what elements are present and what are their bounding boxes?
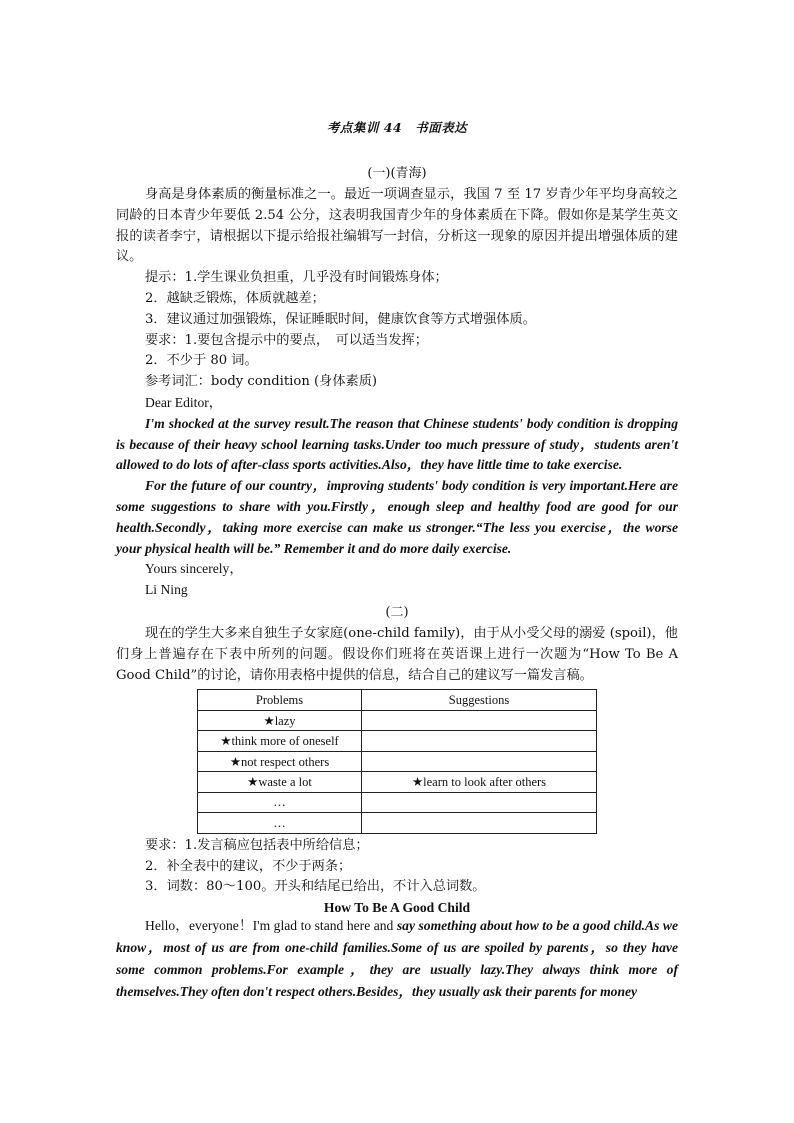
table-header-problems: Problems xyxy=(198,690,362,711)
part1-requirement-1: 要求：1.要包含提示中的要点， 可以适当发挥； xyxy=(145,332,428,348)
table-cell: … xyxy=(198,813,362,834)
part1-requirement-2: 2．不少于 80 词。 xyxy=(145,353,258,369)
table-row xyxy=(198,792,597,813)
table-cell: ★waste a lot xyxy=(198,772,362,793)
table-cell: ★think more of oneself xyxy=(198,731,362,752)
part1-hint-2: 2．越缺乏锻炼，体质就越差； xyxy=(145,290,325,306)
table-row xyxy=(198,813,597,834)
part2-intro: 现在的学生大多来自独生子女家庭(one-child family)，由于从小受父母的溺爱 (spoil)，他们身上普遍存在下表中所列的问题。假设你们班将在英语课上进行一次题为“How To Be A Good Child”的讨论，请你用表格中提供的信息，结合自己的建议写一篇发言稿。 xyxy=(116,625,678,683)
table-cell xyxy=(362,792,597,813)
essay-opening: Hello，everyone！I'm glad to stand here and xyxy=(145,918,397,934)
part2-requirement-2: 2．补全表中的建议，不少于两条； xyxy=(145,858,352,874)
table-cell: ★not respect others xyxy=(198,751,362,772)
letter-closing: Yours sincerely， xyxy=(145,561,243,577)
part1-heading: (一)(青海) xyxy=(367,166,427,181)
table-cell xyxy=(362,751,597,772)
document-page xyxy=(116,118,678,1003)
table-row xyxy=(198,751,597,772)
table-cell xyxy=(362,813,597,834)
table-row xyxy=(198,710,597,731)
page-title: 考点集训 44 书面表达 xyxy=(326,120,468,135)
table-row xyxy=(198,772,597,793)
part1-vocabulary: 参考词汇：body condition (身体素质) xyxy=(145,374,378,390)
part1-hint-1: 提示：1.学生课业负担重，几乎没有时间锻炼身体； xyxy=(145,270,448,286)
table-cell: … xyxy=(198,792,362,813)
part1-hint-3: 3．建议通过加强锻炼，保证睡眠时间，健康饮食等方式增强体质。 xyxy=(145,311,536,327)
part2-heading: (二) xyxy=(385,604,409,620)
essay-title: How To Be A Good Child xyxy=(323,900,471,916)
letter-paragraph-1: I'm shocked at the survey result.The reason that Chinese students' body condition is dropping is because of their heavy school learning tasks.Under too much pressure of study，students aren't allowed to do lots of after-class sports activities.Also，they have little time to take exercise. xyxy=(116,415,678,473)
table-row xyxy=(198,731,597,752)
table-cell: ★lazy xyxy=(198,710,362,731)
table-cell xyxy=(362,731,597,752)
letter-paragraph-2: For the future of our country，improving students' body condition is very important.Here are some suggestions to share with you.Firstly，enough sleep and healthy food are good for our health.Secondly，taking more exercise can make us stronger.“The less you exercise，the worse your physical health will be.” Remember it and do more daily exercise. xyxy=(116,478,678,556)
letter-salutation: Dear Editor， xyxy=(145,394,223,410)
part1-intro: 身高是身体素质的衡量标准之一。最近一项调查显示，我国 7 至 17 岁青少年平均身高较之同龄的日本青少年要低 2.54 公分，这表明我国青少年的身体素质在下降。假如你是某学生英文报的读者李宁，请根据以下提示给报社编辑写一封信，分析这一现象的原因并提出增强体质的建议。 xyxy=(116,187,678,265)
part2-requirement-1: 要求：1.发言稿应包括表中所给信息； xyxy=(145,837,369,853)
essay-body: say something about how to be a good child.As we know，most of us are from one-child families.Some of us are spoiled by parents，so they have some common problems.For example，they are usually lazy.They always think more of themselves.They often don't respect others.Besides，they usually ask their parents for money xyxy=(116,918,678,999)
problems-table xyxy=(197,689,597,834)
table-cell: ★learn to look after others xyxy=(362,772,597,793)
part2-requirement-3: 3．词数：80～100。开头和结尾已给出，不计入总词数。 xyxy=(145,879,486,895)
table-header-suggestions: Suggestions xyxy=(362,690,597,711)
table-header-row xyxy=(198,690,597,711)
essay-paragraph xyxy=(116,916,678,1003)
letter-signature: Li Ning xyxy=(145,582,188,598)
table-cell xyxy=(362,710,597,731)
